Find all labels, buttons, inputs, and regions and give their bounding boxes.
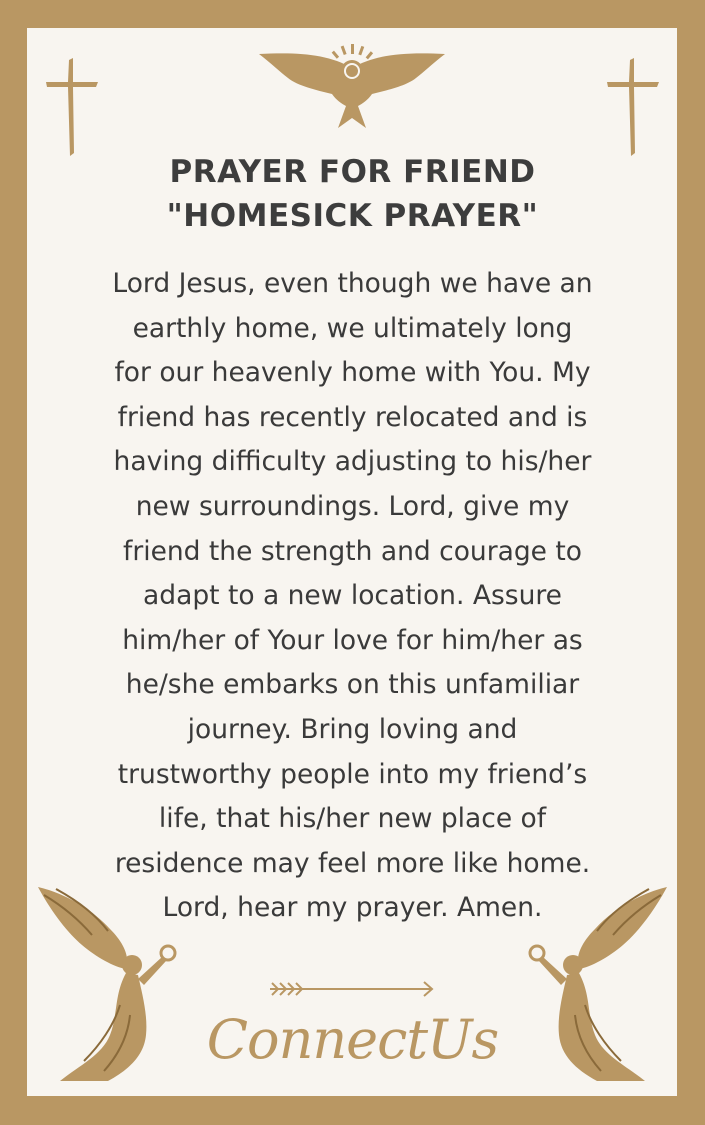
- prayer-line: Lord Jesus, even though we have an: [112, 268, 593, 299]
- brand-logo: ConnectUs: [206, 1008, 499, 1071]
- cross-icon-right: [605, 58, 661, 158]
- prayer-line: him/her of Your love for him/her as: [122, 624, 583, 656]
- prayer-line: he/she embarks on this unfamiliar: [125, 669, 580, 701]
- dove-sun-icon: [256, 44, 448, 130]
- title-line: PRAYER FOR FRIEND: [169, 154, 536, 190]
- prayer-line: adapt to a new location. Assure: [143, 580, 562, 612]
- prayer-line: residence may feel more like home.: [114, 847, 591, 879]
- angel-icon-left: [34, 885, 184, 1095]
- prayer-line: having difficulty adjusting to his/her: [113, 446, 592, 478]
- cross-icon-left: [44, 58, 100, 158]
- prayer-title: [0, 150, 705, 238]
- prayer-text: [50, 262, 655, 931]
- prayer-line: trustworthy people into my friend’s: [117, 758, 588, 790]
- prayer-line: journey. Bring loving and: [187, 713, 518, 745]
- title-line: "HOMESICK PRAYER": [166, 198, 539, 234]
- arrow-icon: [268, 978, 436, 1000]
- prayer-line: life, that his/her new place of: [158, 803, 547, 835]
- prayer-line: friend has recently relocated and is: [117, 401, 588, 433]
- prayer-line: friend the strength and courage to: [122, 535, 583, 567]
- prayer-line: earthly home, we ultimately long: [132, 312, 573, 344]
- prayer-line: for our heavenly home with You. My: [114, 357, 591, 389]
- angel-icon-right: [521, 885, 671, 1095]
- prayer-line: Lord, hear my prayer. Amen.: [162, 892, 543, 924]
- prayer-line: new surroundings. Lord, give my: [135, 490, 570, 522]
